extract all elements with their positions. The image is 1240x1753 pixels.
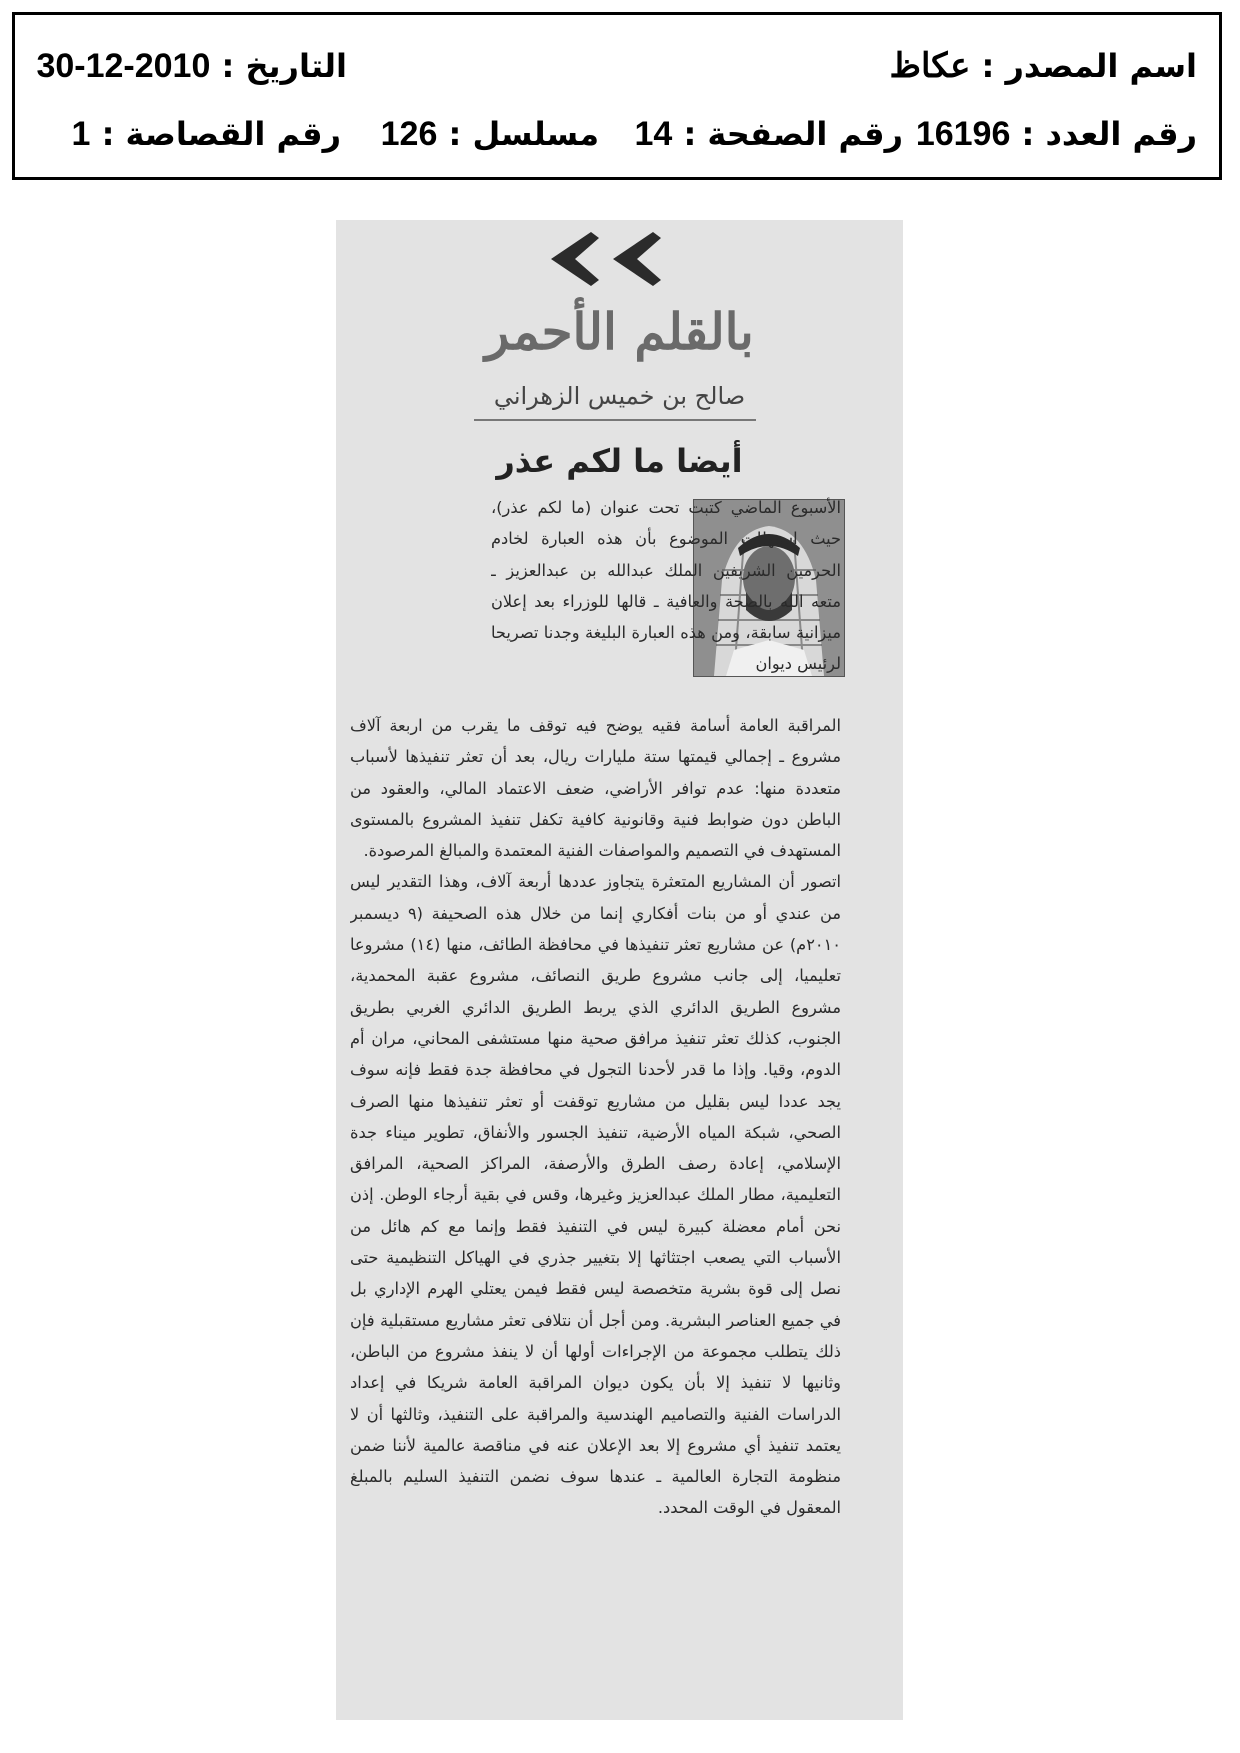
newspaper-clipping bbox=[336, 220, 903, 1720]
intro-paragraph: الأسبوع الماضي كتبت تحت عنوان (ما لكم عذر)، حيث استهللت الموضوع بأن هذه العبارة لخادم الحرمين الشريفين الملك عبدالله بن عبدالعزيز ـ متعه الله بالصحة والعافية ـ قالها للوزراء بعد إعلان ميزانية سابقة، ومن هذه العبارة البليغة وجدنا تصريحا لرئيس ديوان bbox=[491, 498, 841, 674]
metadata-row-2 bbox=[15, 109, 1219, 159]
source-field bbox=[890, 41, 1198, 91]
page-label: رقم الصفحة : bbox=[683, 115, 903, 153]
metadata-row-1 bbox=[15, 41, 1219, 91]
date-value: 30-12-2010 bbox=[36, 47, 211, 85]
clip-value: 1 bbox=[71, 115, 91, 153]
source-metadata-box bbox=[12, 12, 1222, 180]
source-label: اسم المصدر : bbox=[981, 47, 1197, 85]
quotation-mark-icon bbox=[541, 224, 691, 294]
issue-label: رقم العدد : bbox=[1021, 115, 1197, 153]
source-value: عكاظ bbox=[889, 47, 971, 85]
issue-field bbox=[916, 109, 1197, 159]
article-headline: أيضا ما لكم عذر bbox=[496, 442, 743, 480]
date-field bbox=[36, 41, 347, 91]
column-title: بالقلم الأحمر bbox=[485, 302, 754, 361]
clip-field bbox=[72, 109, 342, 159]
page-field bbox=[634, 109, 903, 159]
page-value: 14 bbox=[634, 115, 673, 153]
author-divider bbox=[474, 419, 756, 421]
serial-field bbox=[381, 109, 599, 159]
body-paragraph-2: اتصور أن المشاريع المتعثرة يتجاوز عددها أربعة آلاف، وهذا التقدير ليس من عندي أو من بنات أفكاري إنما من خلال هذه الصحيفة (٩ ديسمبر ٢٠١٠م) عن مشاريع تعثر تنفيذها في محافظة الطائف، منها (١٤) مشروعا تعليميا، إلى جانب مشروع طريق النصائف، مشروع عقبة المحمدية، مشروع الطريق الدائري الذي يربط الطريق الدائري الغربي بطريق الجنوب، كذلك تعثر تنفيذ مرافق صحية منها مستشفى المحاني، مران أم الدوم، وقيا. وإذا ما قدر لأحدنا التجول في محافظة جدة فقط فإنه سوف يجد عددا ليس بقليل من مشاريع توقفت أو تعثر تنفيذها منها الصرف الصحي، شبكة المياه الأرضية، تنفيذ الجسور والأنفاق، تطوير ميناء جدة الإسلامي، إعادة رصف الطرق والأرصفة، المراكز الصحية، المرافق التعليمية، مطار الملك عبدالعزيز وغيرها، وقس في بقية أرجاء الوطن. إذن نحن أمام معضلة كبيرة ليس في التنفيذ فقط وإنما مع كم هائل من الأسباب التي يصعب اجتثاثها إلا بتغيير جذري في الهياكل التنظيمية حتى نصل إلى قوة بشرية متخصصة ليس فقط فيمن يعتلي الهرم الإداري بل في جميع العناصر البشرية. ومن أجل أن نتلافى تعثر مشاريع مستقبلية فإن ذلك يتطلب مجموعة من الإجراءات أولها أن لا ينفذ مشروع من الباطن، وثانيها لا تنفيذ إلا بأن يكون ديوان المراقبة العامة شريكا في إعداد الدراسات الفنية والتصاميم الهندسية والمراقبة على التنفيذ، وثالثها أن لا يعتمد تنفيذ أي مشروع إلا بعد الإعلان عنه في مناقصة عالمية لأننا ضمن منظومة التجارة العالمية ـ عندها سوف نضمن التنفيذ السليم بالمبلغ المعقول في الوقت المحدد. bbox=[350, 872, 841, 1518]
serial-value: 126 bbox=[380, 115, 438, 153]
body-paragraph-1: المراقبة العامة أسامة فقيه يوضح فيه توقف ما يقرب من اربعة آلاف مشروع ـ إجمالي قيمتها ستة مليارات ريال، بعد أن تعثر تنفيذها لأسباب متعددة منها: عدم توافر الأراضي، ضعف الاعتماد المالي، والعقود من الباطن دون ضوابط فنية وقانونية كافية تكفل تنفيذ المشروع بالمستوى المستهدف في التصميم والمواصفات الفنية المعتمدة والمبالغ المرصودة. bbox=[350, 716, 841, 861]
article-body-text bbox=[350, 710, 841, 1720]
clip-label: رقم القصاصة : bbox=[101, 115, 341, 153]
date-label: التاريخ : bbox=[221, 47, 347, 85]
author-name: صالح بن خميس الزهراني bbox=[493, 382, 746, 410]
serial-label: مسلسل : bbox=[448, 115, 599, 153]
issue-value: 16196 bbox=[915, 115, 1011, 153]
